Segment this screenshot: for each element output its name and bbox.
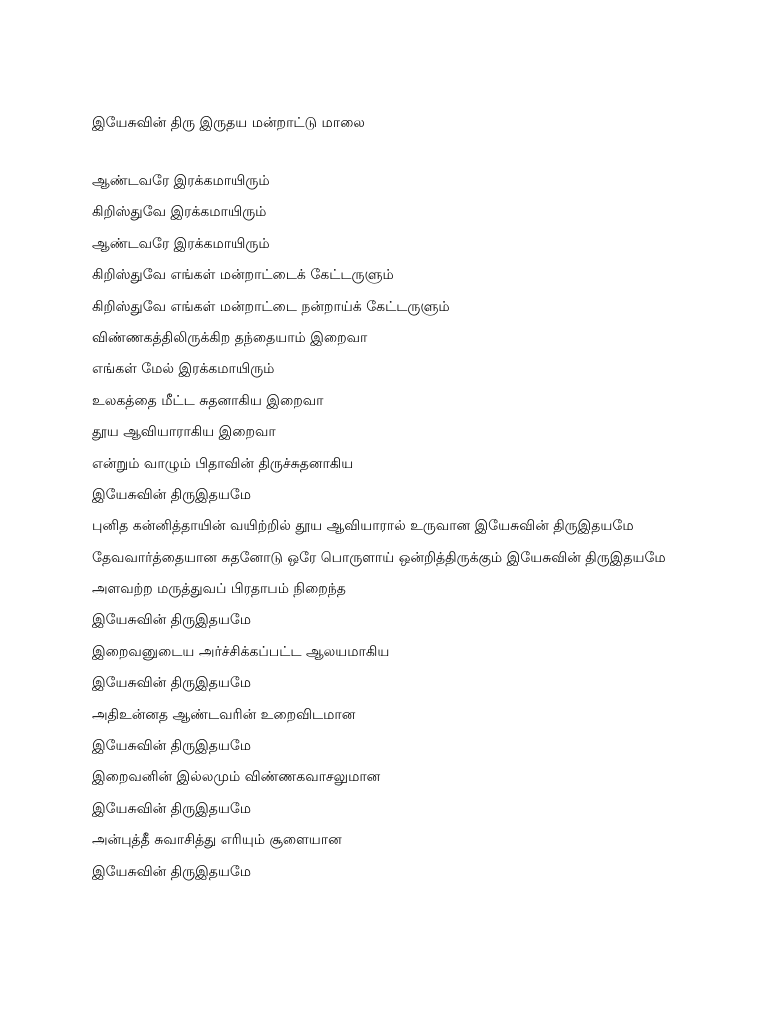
document-title: இயேசுவின் திரு இருதய மன்றாட்டு மாலை xyxy=(92,115,365,131)
litany-line: தேவவார்த்தையான சுதனோடு ஒரே பொருளாய் ஒன்றித்திருக்கும் இயேசுவின் திருஇதயமே xyxy=(92,549,666,566)
litany-line: இயேசுவின் திருஇதயமே xyxy=(92,612,252,629)
litany-line: இயேசுவின் திருஇதயமே xyxy=(92,486,252,503)
litany-line: புனித கன்னித்தாயின் வயிற்றில் தூய ஆவியாரால் உருவான இயேசுவின் திருஇதயமே xyxy=(92,518,634,535)
litany-line: இறைவனின் இல்லமும் விண்ணகவாசலுமான xyxy=(92,769,381,786)
litany-line: இறைவனுடைய அர்ச்சிக்கப்பட்ட ஆலயமாகிய xyxy=(92,643,390,660)
litany-line: ஆண்டவரே இரக்கமாயிரும் xyxy=(92,235,270,252)
litany-line: அன்புத்தீ சுவாசித்து எரியும் சூளையான xyxy=(92,832,342,849)
litany-line: இயேசுவின் திருஇதயமே xyxy=(92,863,252,880)
litany-line: தூய ஆவியாராகிய இறைவா xyxy=(92,424,276,441)
litany-line: என்றும் வாழும் பிதாவின் திருச்சுதனாகிய xyxy=(92,455,354,472)
litany-line: கிறிஸ்துவே இரக்கமாயிரும் xyxy=(92,204,267,221)
document-page xyxy=(92,112,692,892)
litany-line: இயேசுவின் திருஇதயமே xyxy=(92,800,252,817)
litany-line: அளவற்ற மருத்துவப் பிரதாபம் நிறைந்த xyxy=(92,581,346,598)
litany-line: கிறிஸ்துவே எங்கள் மன்றாட்டை நன்றாய்க் கேட்டருளும் xyxy=(92,298,450,315)
litany-line: கிறிஸ்துவே எங்கள் மன்றாட்டைக் கேட்டருளும் xyxy=(92,267,394,284)
litany-line: இயேசுவின் திருஇதயமே xyxy=(92,738,252,755)
litany-line: அதிஉன்னத ஆண்டவரின் உறைவிடமான xyxy=(92,706,356,723)
litany-line: எங்கள் மேல் இரக்கமாயிரும் xyxy=(92,361,275,378)
litany-line: ஆண்டவரே இரக்கமாயிரும் xyxy=(92,173,270,189)
litany-line: விண்ணகத்திலிருக்கிற தந்தையாம் இறைவா xyxy=(92,329,368,346)
litany-line: இயேசுவின் திருஇதயமே xyxy=(92,675,252,692)
litany-line: உலகத்தை மீட்ட சுதனாகிய இறைவா xyxy=(92,392,324,409)
litany-lines xyxy=(92,170,692,883)
